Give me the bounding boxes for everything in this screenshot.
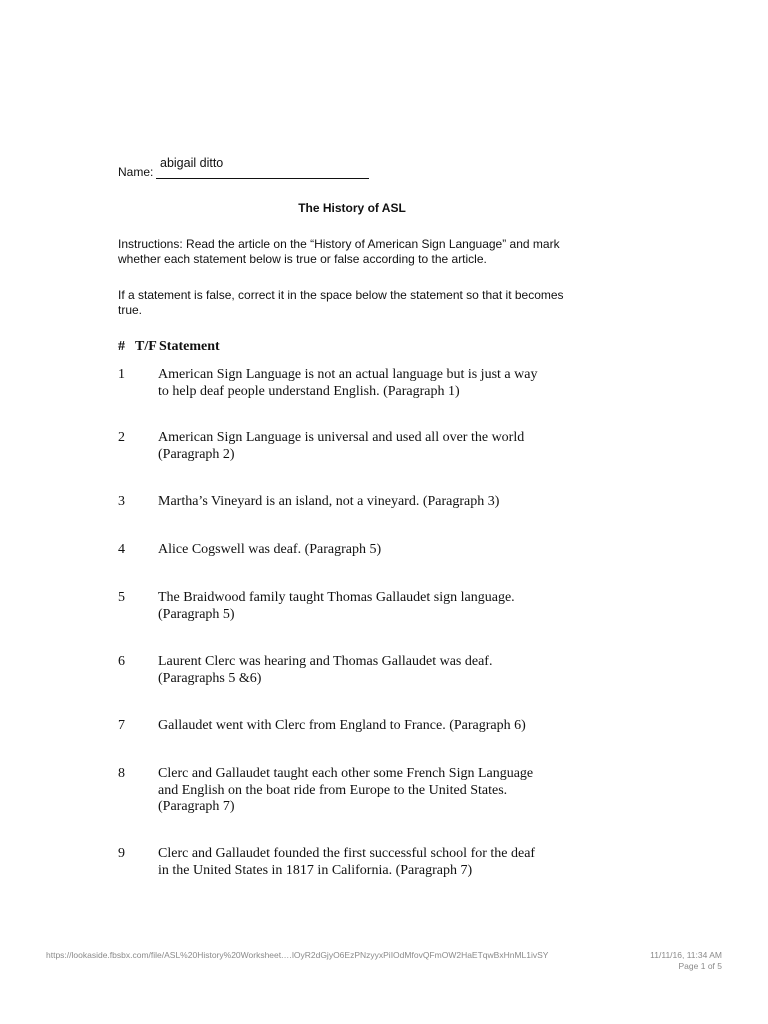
statement-text xyxy=(158,654,558,687)
statement-line: Clerc and Gallaudet founded the first successful school for the deaf xyxy=(158,846,536,861)
statement-text xyxy=(158,718,558,735)
statement-number: 6 xyxy=(118,654,125,669)
statement-number: 2 xyxy=(118,430,125,445)
statement-text xyxy=(158,542,558,559)
statement-line: The Braidwood family taught Thomas Gallaudet sign language. xyxy=(158,590,515,605)
statement-line: to help deaf people understand English. (Paragraph 1) xyxy=(158,383,460,399)
name-label: Name: xyxy=(118,165,154,179)
statement-number: 7 xyxy=(118,718,125,733)
statement-line: (Paragraphs 5 &6) xyxy=(158,670,262,686)
name-value[interactable]: abigail ditto xyxy=(160,156,224,170)
statement-text xyxy=(158,367,558,400)
statement-text xyxy=(158,590,558,623)
instructions-text: Instructions: Read the article on the “History of American Sign Language” and mark whether each statement below is true or false according to the article. xyxy=(118,237,560,266)
page-title: The History of ASL xyxy=(298,201,406,215)
statement-line: and English on the boat ride from Europe to the United States. xyxy=(158,782,508,798)
footer-page-number: Page 1 of 5 xyxy=(678,961,722,971)
statement-line: Laurent Clerc was hearing and Thomas Gallaudet was deaf. xyxy=(158,654,493,669)
statement-line: Clerc and Gallaudet taught each other some French Sign Language xyxy=(158,766,534,781)
statement-text xyxy=(158,766,558,816)
statement-line: Alice Cogswell was deaf. (Paragraph 5) xyxy=(158,542,382,557)
statement-line: Martha’s Vineyard is an island, not a vineyard. (Paragraph 3) xyxy=(158,494,500,509)
statement-text xyxy=(158,494,558,511)
statement-number: 8 xyxy=(118,766,125,781)
statement-text xyxy=(158,846,558,879)
statement-line: (Paragraph 5) xyxy=(158,606,235,622)
statement-number: 4 xyxy=(118,542,125,557)
statement-line: American Sign Language is not an actual language but is just a way xyxy=(158,367,538,382)
footer-datetime: 11/11/16, 11:34 AM xyxy=(650,950,722,960)
statement-number: 3 xyxy=(118,494,125,509)
footer-meta xyxy=(650,950,722,972)
header-tf: T/F xyxy=(135,339,157,354)
statement-number: 1 xyxy=(118,367,125,382)
statement-number: 9 xyxy=(118,846,125,861)
statement-line: Gallaudet went with Clerc from England to France. (Paragraph 6) xyxy=(158,718,526,733)
statement-line: American Sign Language is universal and used all over the world xyxy=(158,430,525,445)
header-number: # xyxy=(118,339,125,354)
statement-line: (Paragraph 2) xyxy=(158,446,235,462)
name-underline xyxy=(156,178,369,179)
statement-line: (Paragraph 7) xyxy=(158,799,235,814)
header-statement: Statement xyxy=(159,339,220,354)
footer-url: https://lookaside.fbsbx.com/file/ASL%20History%20Worksheet.…lOyR2dGjyO6EzPNzyyxPiIOdMfovQFmOW2HaETqwBxHnML1ivSY xyxy=(46,950,549,960)
statement-number: 5 xyxy=(118,590,125,605)
statement-line: in the United States in 1817 in California. (Paragraph 7) xyxy=(158,862,473,878)
false-statement-note: If a statement is false, correct it in the space below the statement so that it becomes true. xyxy=(118,288,564,317)
statement-text xyxy=(158,430,558,463)
